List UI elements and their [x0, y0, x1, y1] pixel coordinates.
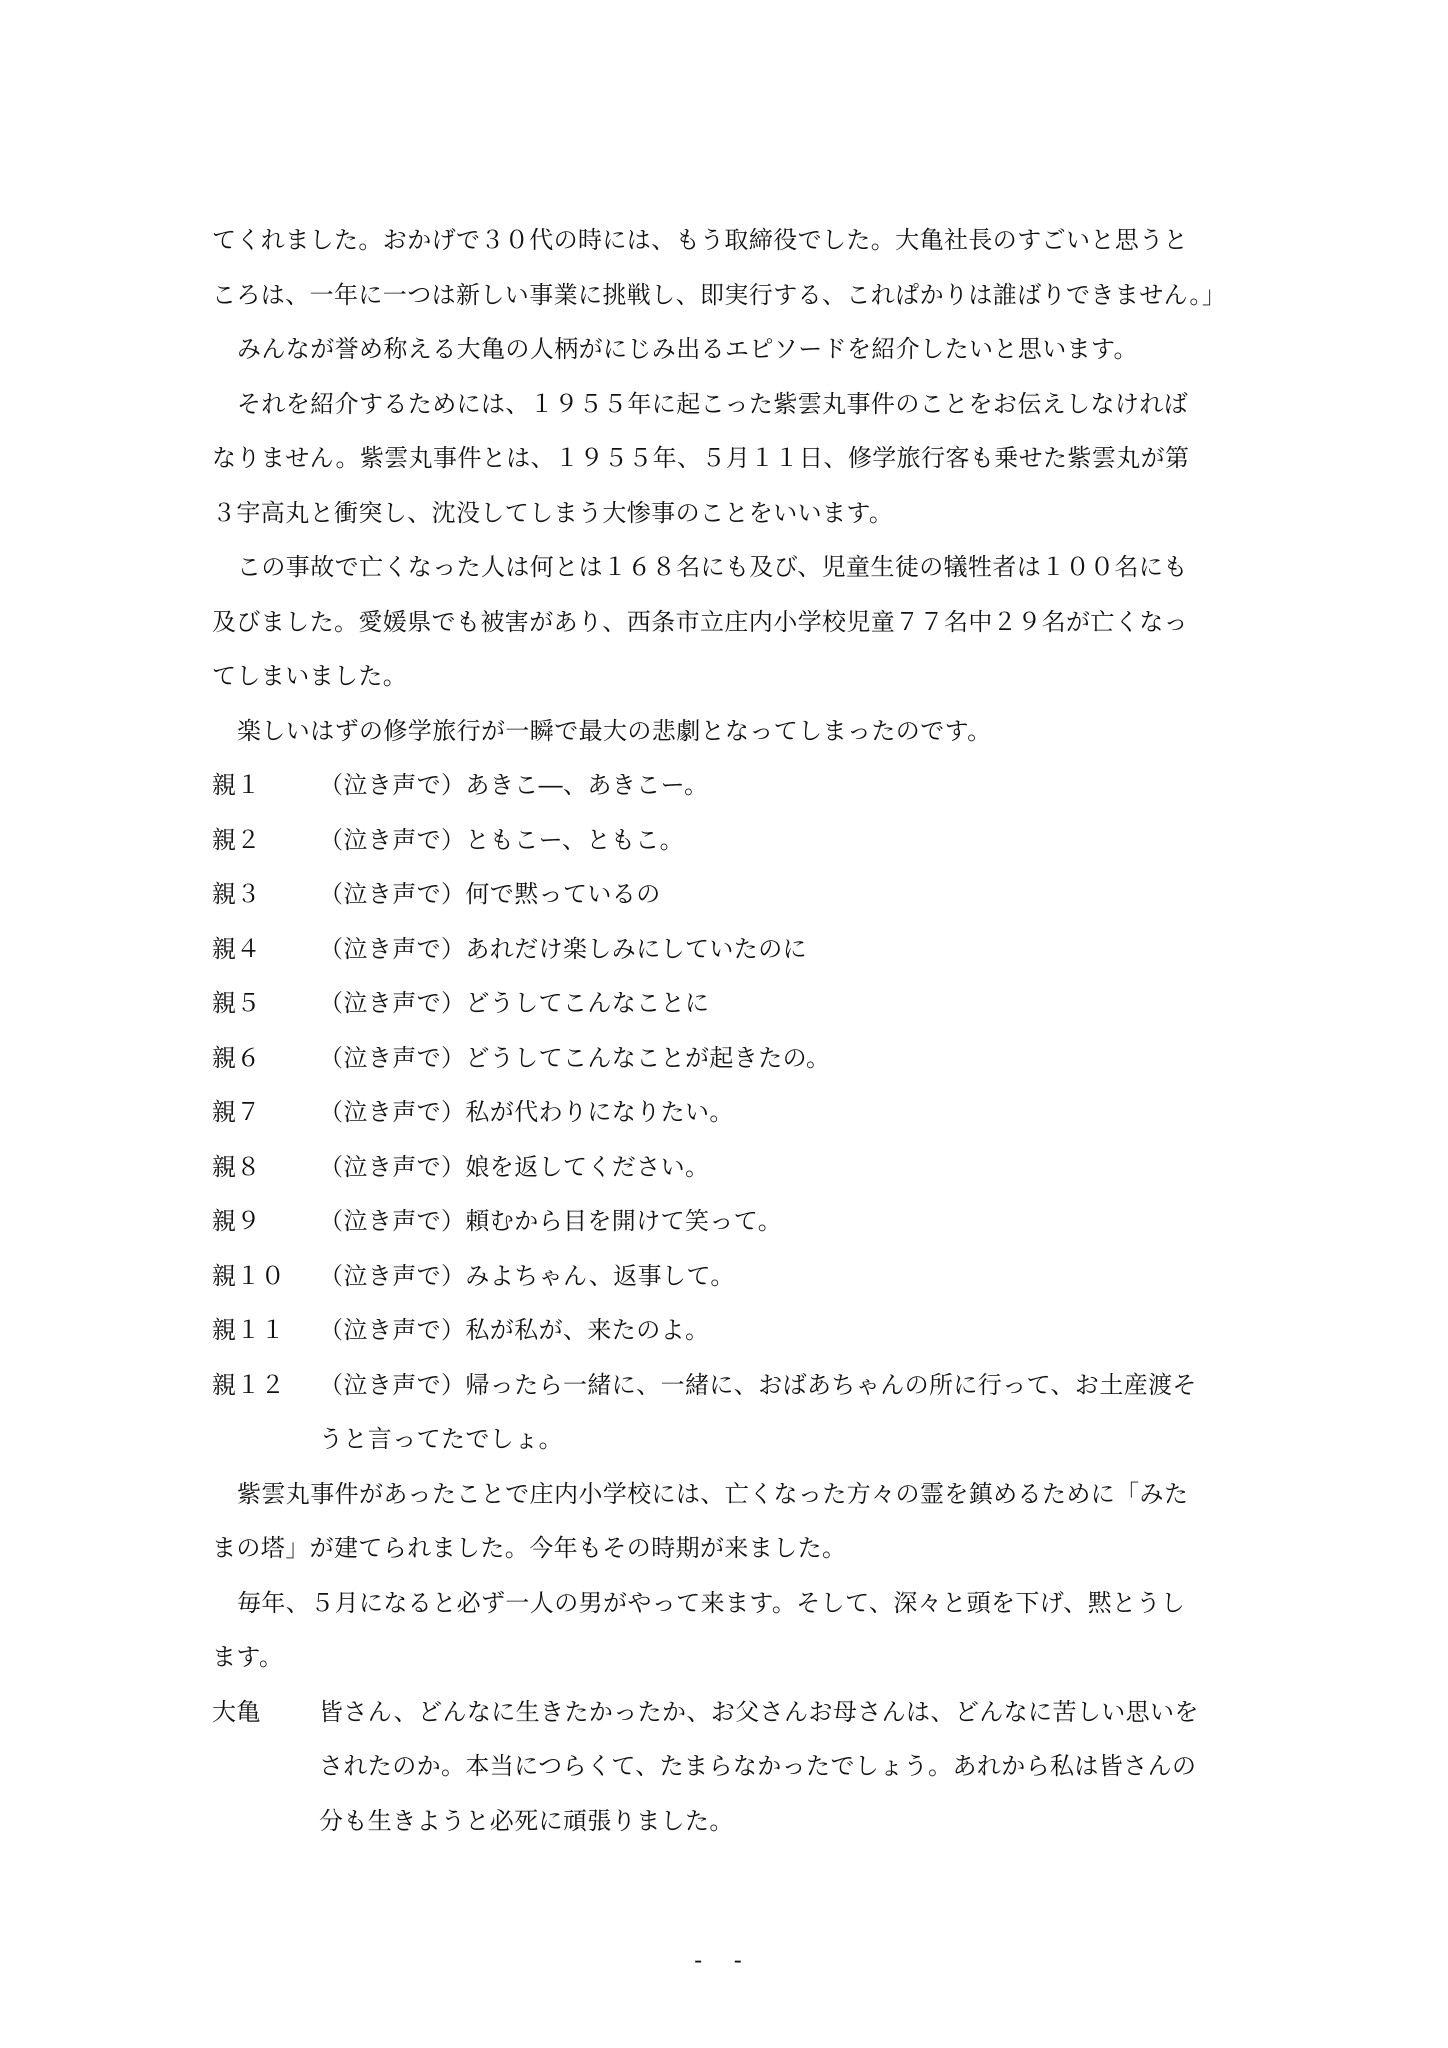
dialogue-line: [212, 1085, 1237, 1140]
dialogue-line: [212, 976, 1237, 1031]
paragraph-text: 楽しいはずの修学旅行が一瞬で最大の悲劇となってしまったのです。: [237, 716, 992, 745]
dialogue-line: [212, 1685, 1237, 1849]
document-body: [212, 213, 1237, 1848]
dialogue-line: [212, 867, 1237, 922]
page-number: - -: [694, 1946, 754, 1974]
speech-text: （泣き声で）ともこー、ともこ。: [319, 825, 685, 854]
text-line: それを紹介するためには、１９５５年に起こった紫雲丸事件のことをお伝えしなければ: [237, 389, 1189, 418]
dialogue-line: [212, 1031, 1237, 1086]
dialogue-line: [212, 1358, 1237, 1467]
text-line: てくれました。おかげで３０代の時には、もう取締役でした。大亀社長のすごいと思うと: [212, 226, 1188, 254]
text-line: 及びました。愛媛県でも被害があり、西条市立庄内小学校児童７７名中２９名が亡くなっ: [212, 607, 1188, 636]
speaker-label: 親５: [212, 989, 261, 1017]
dialogue-line: [212, 1194, 1237, 1249]
text-line: 紫雲丸事件があったことで庄内小学校には、亡くなった方々の霊を鎮めるために「みた: [237, 1479, 1189, 1508]
speech-text: （泣き声で）どうしてこんなことが起きたの。: [319, 1043, 831, 1072]
speaker-label: 親１１: [212, 1316, 286, 1344]
dialogue-line: [212, 758, 1237, 813]
speech-text: （泣き声で）頼むから目を開けて笑って。: [319, 1207, 783, 1235]
speaker-label: 親７: [212, 1098, 261, 1126]
speech-text: （泣き声で）あきこ―、あきこー。: [319, 771, 709, 799]
speaker-label: 親９: [212, 1207, 261, 1235]
text-line: ３宇高丸と衝突し、沈没してしまう大惨事のことをいいます。: [212, 498, 894, 527]
text-line: ころは、一年に一つは新しい事業に挑戦し、即実行する、これぱかりは誰ばりできません。」: [212, 280, 1227, 309]
text-line: なりません。紫雲丸事件とは、１９５５年、５月１１日、修学旅行客も乗せた紫雲丸が第: [212, 444, 1190, 472]
speech-text: （泣き声で）どうしてこんなことに: [319, 989, 710, 1017]
speaker-label: 親４: [212, 934, 261, 963]
speaker-label: 親８: [212, 1152, 261, 1181]
text-line: ます。: [212, 1643, 284, 1671]
dialogue-line: [212, 922, 1237, 977]
speaker-label: 大亀: [212, 1697, 261, 1726]
speech-text: うと言ってたでしょ。: [319, 1425, 563, 1453]
dialogue-line: [212, 1303, 1237, 1358]
speech-text: 分も生きようと必死に頑張りました。: [319, 1806, 734, 1835]
speaker-label: 親３: [212, 880, 261, 908]
speech-text: （泣き声で）私が私が、来たのよ。: [319, 1316, 710, 1344]
speech-text: されたのか。本当につらくて、たまらなかったでしょう。あれから私は皆さんの: [319, 1752, 1197, 1780]
speaker-label: 親２: [212, 825, 261, 854]
paragraph-text: みんなが誉め称える大亀の人柄がにじみ出るエピソードを紹介したいと思います。: [237, 335, 1138, 363]
speech-text: （泣き声で）みよちゃん、返事して。: [319, 1261, 735, 1290]
dialogue-line: [212, 1249, 1237, 1304]
speech-text: （泣き声で）あれだけ楽しみにしていたのに: [319, 934, 807, 963]
text-line: てしまいました。: [212, 662, 408, 690]
speaker-label: 親６: [212, 1043, 261, 1072]
speech-text: （泣き声で）帰ったら一緒に、一緒に、おばあちゃんの所に行って、お土産渡そ: [319, 1370, 1197, 1399]
speech-text: （泣き声で）何で黙っているの: [319, 880, 661, 908]
text-line: この事故で亡くなった人は何とは１６８名にも及び、児童生徒の犠牲者は１００名にも: [237, 553, 1188, 581]
text-line: まの塔」が建てられました。今年もその時期が来ました。: [212, 1534, 847, 1562]
speaker-label: 親１０: [212, 1261, 286, 1290]
speech-text: 皆さん、どんなに生きたかったか、お父さんお母さんは、どんなに苦しい思いを: [319, 1697, 1199, 1726]
speaker-label: 親１２: [212, 1370, 286, 1399]
dialogue-line: [212, 1140, 1237, 1195]
text-line: 毎年、５月になると必ず一人の男がやって来ます。そして、深々と頭を下げ、黙とうし: [237, 1588, 1186, 1617]
speaker-label: 親１: [212, 771, 261, 799]
speech-text: （泣き声で）娘を返してください。: [319, 1152, 710, 1181]
speech-text: （泣き声で）私が代わりになりたい。: [319, 1098, 734, 1126]
dialogue-line: [212, 813, 1237, 868]
